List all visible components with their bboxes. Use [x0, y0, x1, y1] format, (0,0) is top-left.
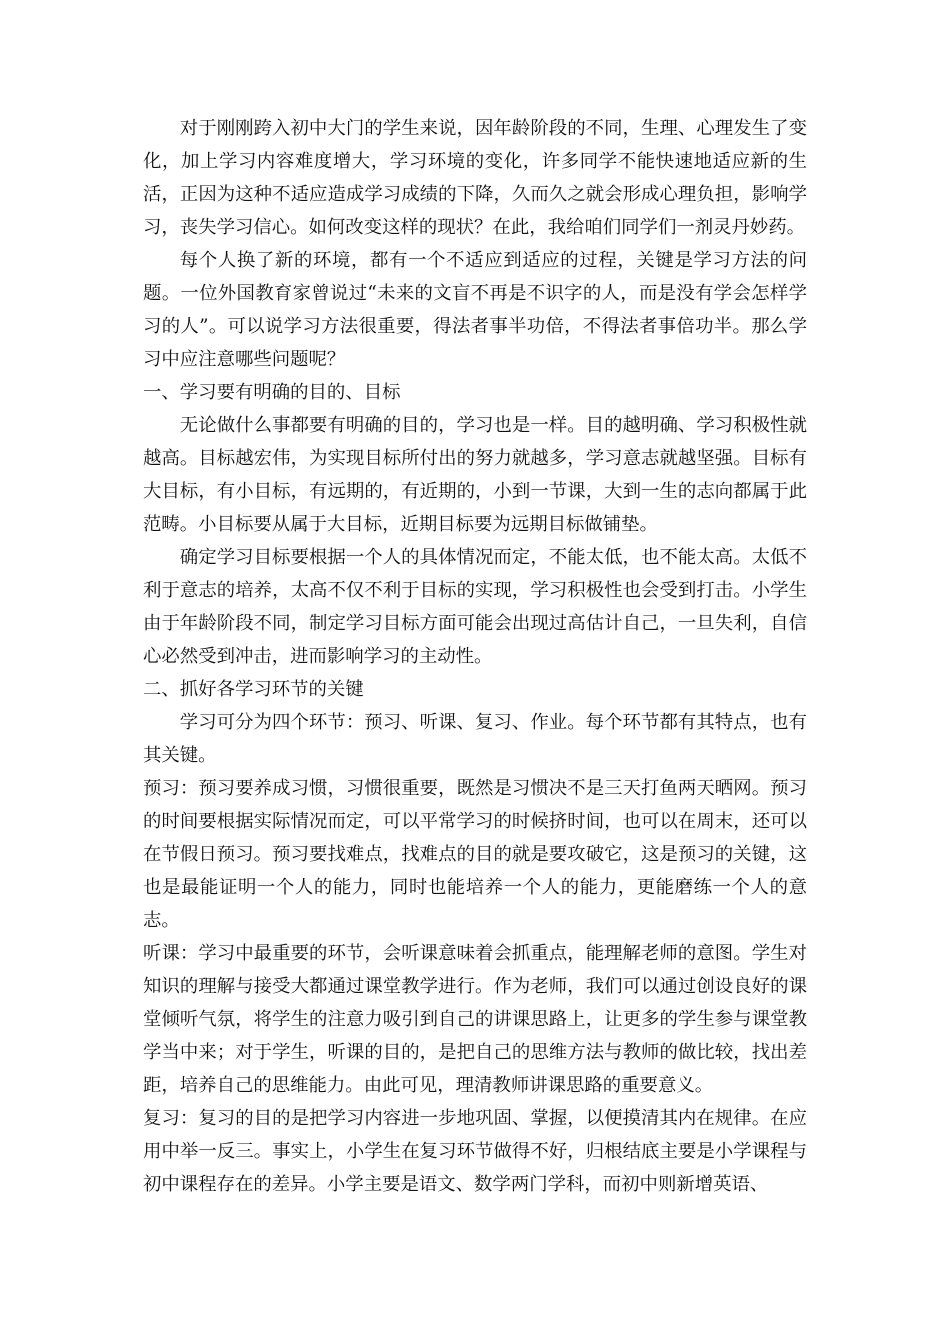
paragraph-preview: 预习：预习要养成习惯，习惯很重要，既然是习惯决不是三天打鱼两天晒网。预习的时间要根据实际情况而定，可以平常学习的时候挤时间，也可以在周末，还可以在节假日预习。预习要找难点，找难点的目的就是要攻破它，这是预习的关键，这也是最能证明一个人的能力，同时也能培养一个人的能力，更能磨练一个人的意志。 [143, 778, 807, 931]
paragraph-four-steps: 学习可分为四个环节：预习、听课、复习、作业。每个环节都有其特点，也有其关键。 [143, 712, 807, 766]
document-body [143, 112, 807, 1201]
section-heading-goals: 一、学习要有明确的目的、目标 [143, 382, 401, 403]
paragraph-goal-setting: 确定学习目标要根据一个人的具体情况而定，不能太低，也不能太高。太低不利于意志的培养，太高不仅不利于目标的实现，学习积极性也会受到打击。小学生由于年龄阶段不同，制定学习目标方面可能会出现过高估计自己，一旦失利，自信心必然受到冲击，进而影响学习的主动性。 [143, 547, 807, 667]
paragraph-review: 复习：复习的目的是把学习内容进一步地巩固、掌握，以便摸清其内在规律。在应用中举一反三。事实上，小学生在复习环节做得不好，归根结底主要是小学课程与初中课程存在的差异。小学主要是语文、数学两门学科，而初中则新增英语、 [143, 1108, 807, 1195]
paragraph-goals: 无论做什么事都要有明确的目的，学习也是一样。目的越明确、学习积极性就越高。目标越宏伟，为实现目标所付出的努力就越多，学习意志就越坚强。目标有大目标，有小目标，有远期的，有近期的，小到一节课，大到一生的志向都属于此范畴。小目标要从属于大目标，近期目标要为远期目标做铺垫。 [143, 415, 807, 535]
section-heading-steps: 二、抓好各学习环节的关键 [143, 679, 364, 700]
paragraph-intro: 对于刚刚跨入初中大门的学生来说，因年龄阶段的不同，生理、心理发生了变化，加上学习内容难度增大，学习环境的变化，许多同学不能快速地适应新的生活，正因为这种不适应造成学习成绩的下降，久而久之就会形成心理负担，影响学习，丧失学习信心。如何改变这样的现状？在此，我给咱们同学们一剂灵丹妙药。 [143, 118, 807, 238]
paragraph-listening: 听课：学习中最重要的环节，会听课意味着会抓重点，能理解老师的意图。学生对知识的理解与接受大都通过课堂教学进行。作为老师，我们可以通过创设良好的课堂倾听气氛，将学生的注意力吸引到自己的讲课思路上，让更多的学生参与课堂教学当中来；对于学生，听课的目的，是把自己的思维方法与教师的做比较，找出差距，培养自己的思维能力。由此可见，理清教师讲课思路的重要意义。 [143, 943, 807, 1096]
paragraph-method: 每个人换了新的环境，都有一个不适应到适应的过程，关键是学习方法的问题。一位外国教育家曾说过“未来的文盲不再是不识字的人，而是没有学会怎样学习的人”。可以说学习方法很重要，得法者事半功倍，不得法者事倍功半。那么学习中应注意哪些问题呢？ [143, 250, 807, 370]
